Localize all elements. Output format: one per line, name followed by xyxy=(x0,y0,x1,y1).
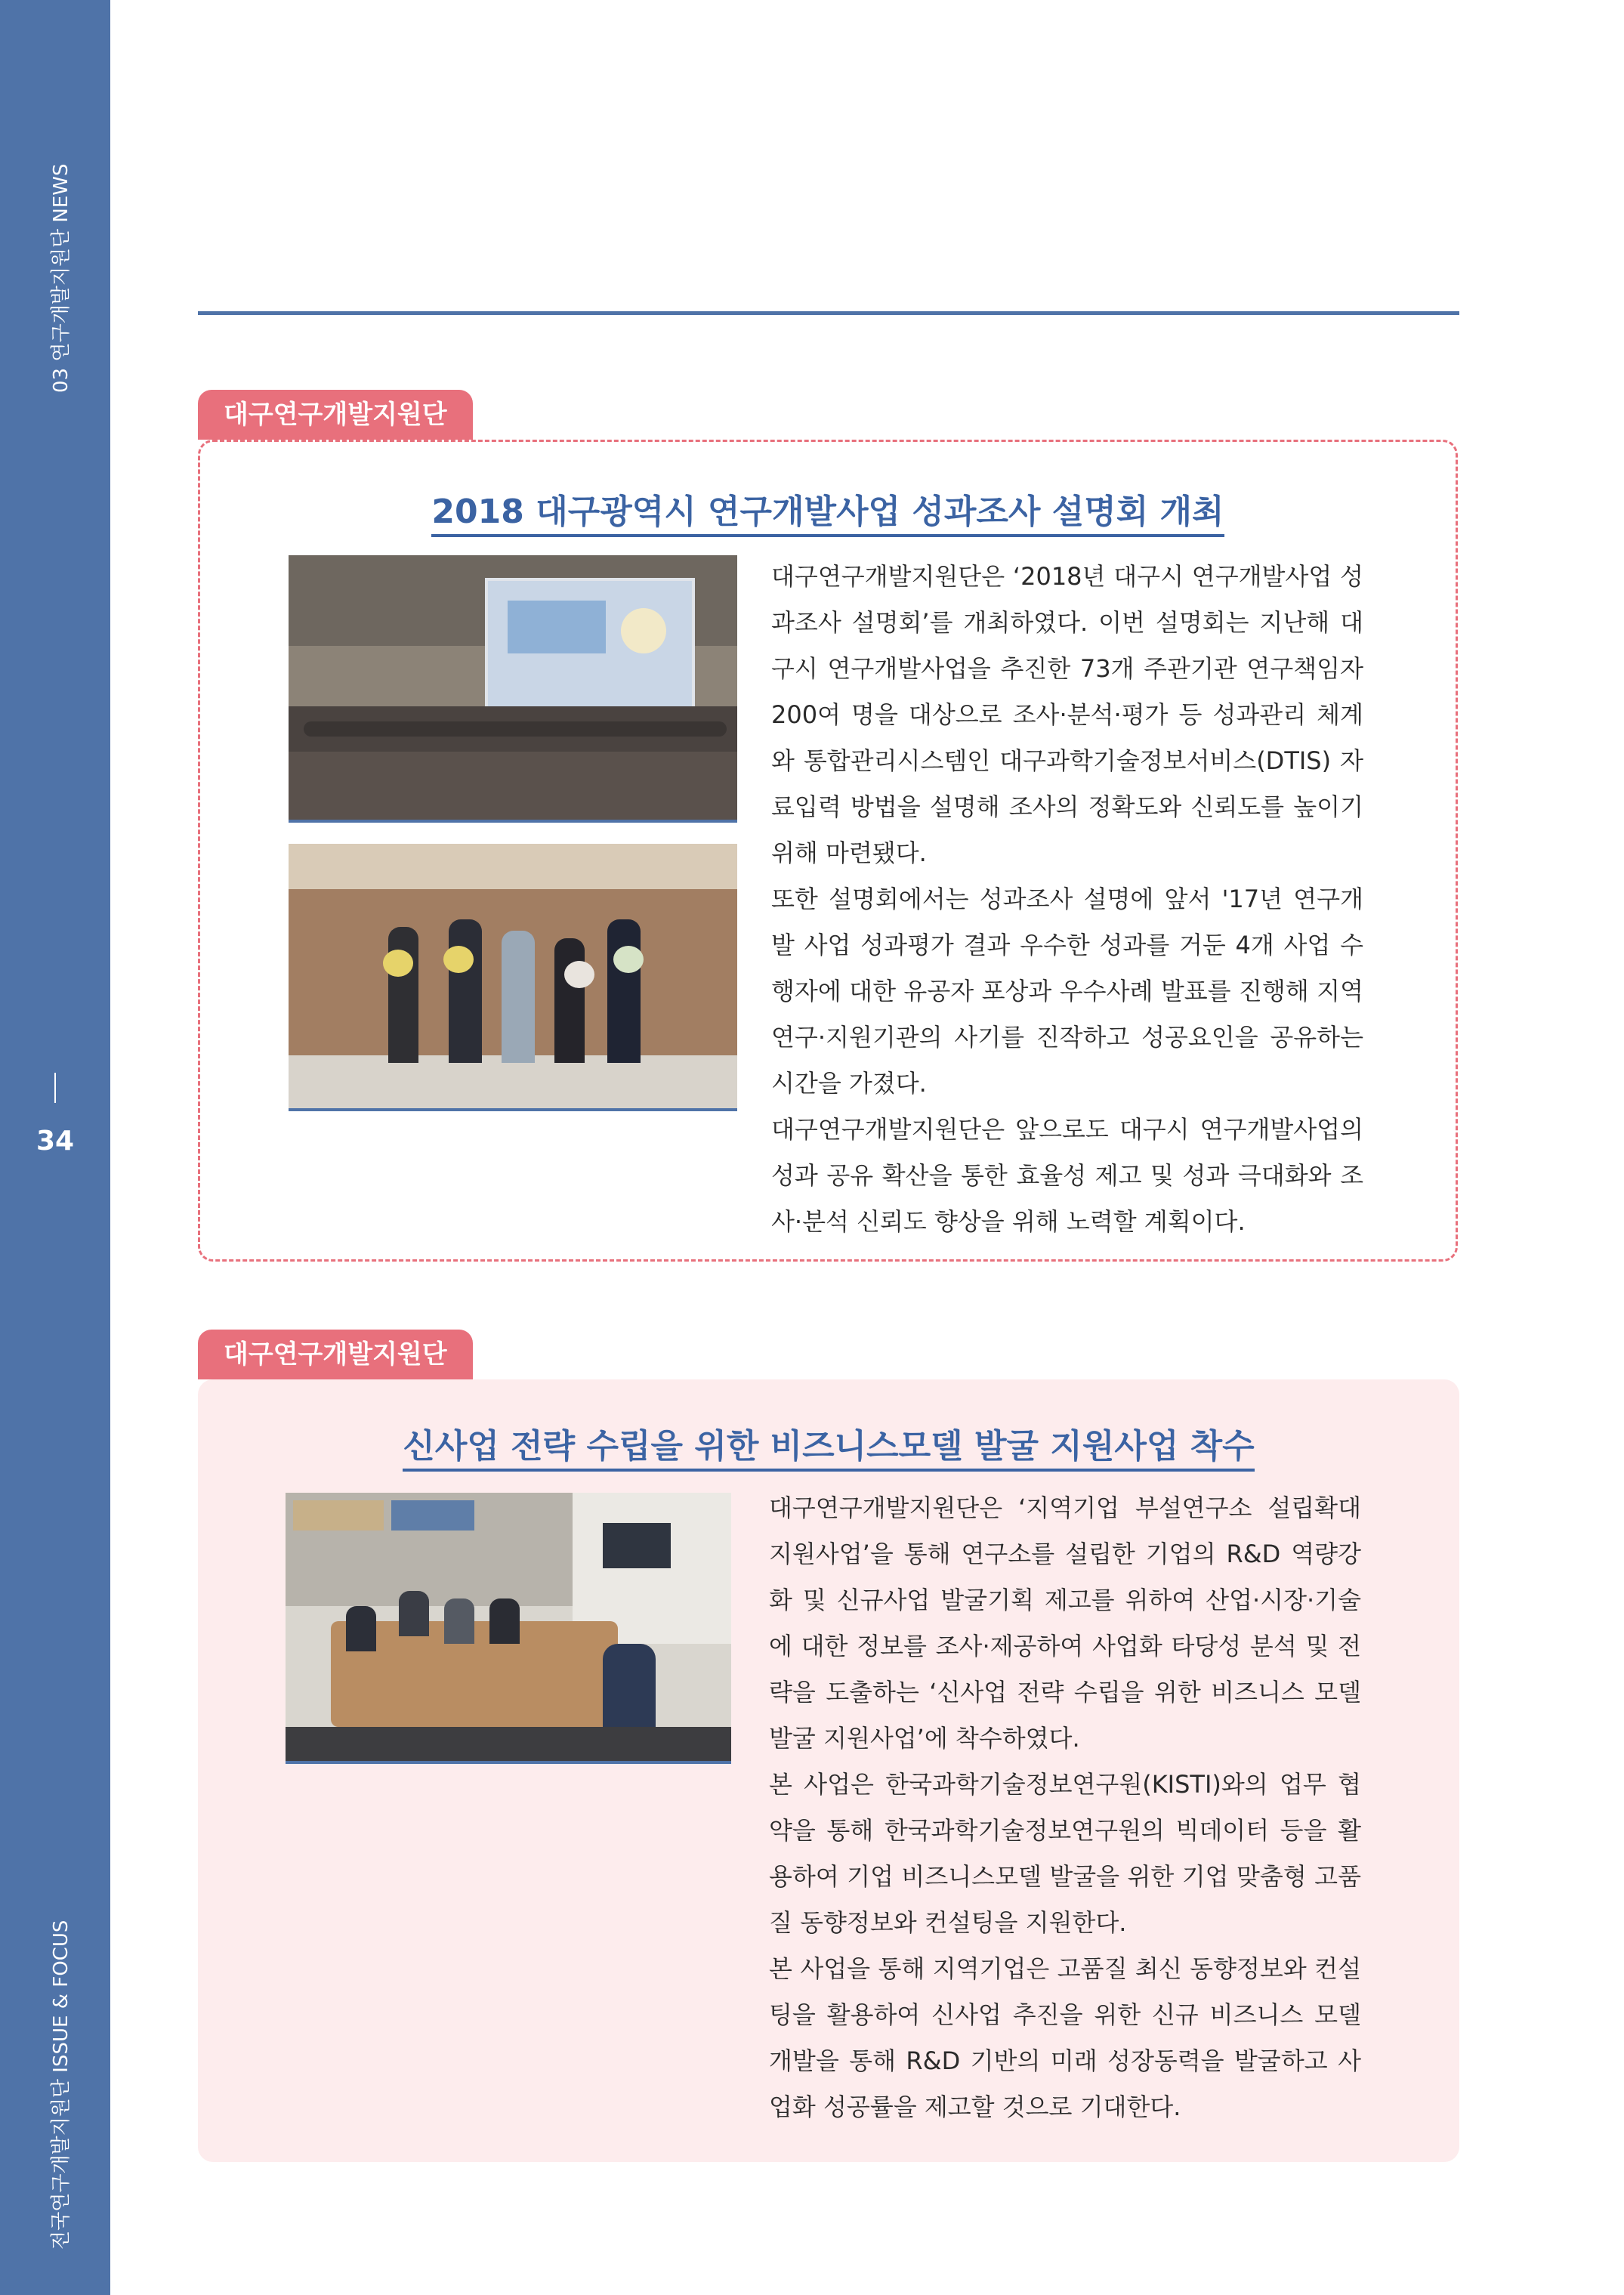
article-1-box xyxy=(198,440,1458,1262)
page-number: 34 xyxy=(36,1126,75,1157)
article-1-body: 대구연구개발지원단은 ‘2018년 대구시 연구개발사업 성과조사 설명회’를 개최하였다. 이번 설명회는 지난해 대구시 연구개발사업을 추진한 73개 주관기관 연구책임자 200여 명을 대상으로 조사·분석·평가 등 성과관리 체계와 통합관리시스템인 대구과학기술정보서비스(DTIS) 자료입력 방법을 설명해 조사의 정확도와 신뢰도를 높이기 위해 마련됐다. 또한 설명회에서는 성과조사 설명에 앞서 '17년 연구개발 사업 성과평가 결과 우수한 성과를 거둔 4개 사업 수행자에 대한 유공자 포상과 우수사례 발표를 진행해 지역 연구·지원기관의 사기를 진작하고 성공요인을 공유하는 시간을 가졌다. 대구연구개발지원단은 앞으로도 대구시 연구개발사업의 성과 공유 확산을 통한 효율성 제고 및 성과 극대화와 조사·분석 신뢰도 향상을 위해 노력할 계획이다. xyxy=(771,562,1363,1236)
meeting-photo xyxy=(286,1493,731,1764)
section-label-top: 03 연구개발지원단 NEWS xyxy=(50,163,73,393)
side-band xyxy=(0,0,110,2295)
article-2-tab: 대구연구개발지원단 xyxy=(198,1330,473,1379)
article-1-tab: 대구연구개발지원단 xyxy=(198,390,473,440)
article-2-title-text: 신사업 전략 수립을 위한 비즈니스모델 발굴 지원사업 착수 xyxy=(403,1427,1254,1472)
article-1-title xyxy=(200,484,1456,533)
top-rule xyxy=(198,311,1459,315)
article-2-body: 대구연구개발지원단은 ‘지역기업 부설연구소 설립확대 지원사업’을 통해 연구소를 설립한 기업의 R&D 역량강화 및 신규사업 발굴기획 제고를 위하여 산업·시장·기술에 대한 정보를 조사·제공하여 사업화 타당성 분석 및 전략을 도출하는 ‘신사업 전략 수립을 위한 비즈니스 모델 발굴 지원사업’에 착수하였다. 본 사업은 한국과학기술정보연구원(KISTI)와의 업무 협약을 통해 한국과학기술정보연구원의 빅데이터 등을 활용하여 기업 비즈니스모델 발굴을 위한 기업 맞춤형 고품질 동향정보와 컨설팅을 지원한다. 본 사업을 통해 지역기업은 고품질 최신 동향정보와 컨설팅을 활용하여 신사업 추진을 위한 신규 비즈니스 모델 개발을 통해 R&D 기반의 미래 성장동력을 발굴하고 사업화 성공률을 제고할 것으로 기대한다. xyxy=(769,1493,1361,2121)
award-ceremony-photo xyxy=(289,844,737,1111)
article-2-box xyxy=(198,1379,1459,2162)
seminar-hall-photo xyxy=(289,555,737,823)
article-2-title xyxy=(198,1419,1459,1467)
page-divider xyxy=(54,1073,56,1103)
article-1-title-text: 2018 대구광역시 연구개발사업 성과조사 설명회 개최 xyxy=(431,493,1224,537)
section-label-bottom: 전국연구개발지원단 ISSUE & FOCUS xyxy=(50,1920,73,2250)
